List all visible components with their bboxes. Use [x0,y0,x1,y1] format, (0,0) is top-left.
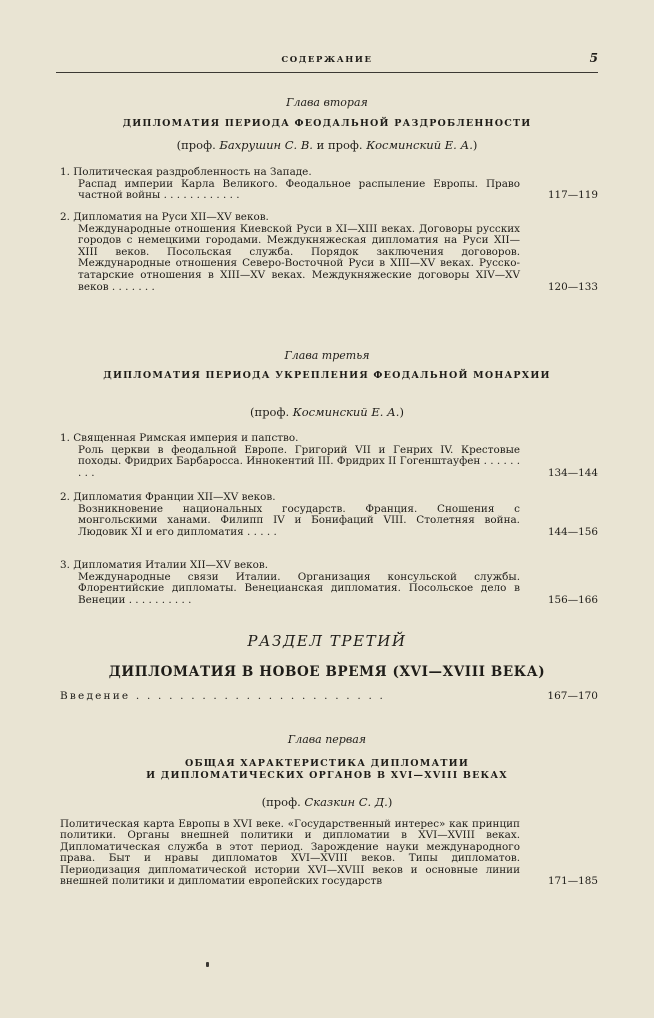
toc-introduction: Введение . . . . . . . . . . . . . . . . . . . . . . . 167—170 [60,690,598,702]
page-range: 134—144 [547,466,598,479]
toc-item [60,560,598,606]
toc-item [60,212,598,293]
page-range: 156—166 [547,593,598,606]
chapter-authors: (проф. Бахрушин С. В. и проф. Косминский Е. А.) [176,138,478,152]
page-range: 144—156 [547,525,598,538]
chapter-authors: (проф. Сказкин С. Д.) [261,795,393,809]
toc-item [60,492,598,538]
header-rule [56,72,598,73]
chapter-description: Политическая карта Европы в XVI веке. «Государственный интерес» как принцип политики. Органы внешней политики и дипломатии в XVI—XVIII веках. Дипломатическая служба в этот период. Зарождение науки международного права. Быт и нравы дипломатов XVI—XVIII веков. Типы дипломатов. Периодизация дипломатической истории XVI—XVIII веков и основные линии внешней политики и дипломатии европейских государств 171—185 [60,818,598,888]
toc-item-description: Международные связи Италии. Организация консульской службы. Флорентийские дипломаты. Венецианская дипломатия. Посольское дело в Венеции . . . . . . . . . . 156—166 [78,570,598,606]
chapter-label: Глава вторая [286,96,368,109]
section-title: РАЗДЕЛ ТРЕТИЙ [247,632,407,650]
toc-item-description: Роль церкви в феодальной Европе. Григорий VII и Генрих IV. Крестовые походы. Фридрих Барбаросса. Иннокентий III. Фридрих II Гогенштауфен . . . . . . . . . 134—144 [78,443,598,479]
toc-item [60,167,598,202]
toc-item-description: Международные отношения Киевской Руси в XI—XIII веках. Договоры русских городов с немецкими городами. Междукняжеская дипломатия на Руси XII—XIII веков. Посольская служба. Порядок заключения договоров. Международные отношения Северо-Восточной Руси в XIII—XV веках. Русско-татарские отношения в XIII—XV веках. Междукняжеские договоры XIV—XV веков . . . . . . . 120—133 [78,222,598,293]
chapter-label: Глава третья [284,349,370,362]
chapter-title: ДИПЛОМАТИЯ ПЕРИОДА ФЕОДАЛЬНОЙ РАЗДРОБЛЕННОСТИ [122,118,532,129]
page-range: 117—119 [547,189,598,202]
toc-item-heading: 3. Дипломатия Италии XII—XV веков. [60,559,269,571]
toc-item [60,433,598,479]
chapter-authors: (проф. Косминский Е. А.) [250,405,404,419]
page-range: 167—170 [547,690,598,702]
toc-item-heading: 1. Политическая раздробленность на Западе. [60,166,312,178]
chapter-label: Глава первая [287,733,367,746]
running-header: СОДЕРЖАНИЕ [281,55,373,65]
page-range: 171—185 [547,875,598,888]
toc-item-heading: 2. Дипломатия на Руси XII—XV веков. [60,211,269,223]
chapter-title: ОБЩАЯ ХАРАКТЕРИСТИКА ДИПЛОМАТИИ И ДИПЛОМАТИЧЕСКИХ ОРГАНОВ В XVI—XVIII ВЕКАХ [146,758,508,781]
toc-item-heading: 1. Священная Римская империя и папство. [60,432,299,444]
section-heading: ДИПЛОМАТИЯ В НОВОЕ ВРЕМЯ (XVI—XVIII ВЕКА) [108,664,546,680]
toc-item-description: Возникновение национальных государств. Франция. Сношения с монгольскими ханами. Филипп IV и Бонифаций VIII. Столетняя война. Людовик XI и его дипломатия . . . . . 144—156 [78,502,598,538]
page-number: 5 [589,51,598,65]
chapter-title: ДИПЛОМАТИЯ ПЕРИОДА УКРЕПЛЕНИЯ ФЕОДАЛЬНОЙ МОНАРХИИ [103,370,551,381]
toc-item-description: Распад империи Карла Великого. Феодальное распыление Европы. Право частной войны . . . . . . . . . . . . 117—119 [78,177,598,202]
ink-mark [206,962,209,967]
toc-item-heading: 2. Дипломатия Франции XII—XV веков. [60,491,276,503]
page-range: 120—133 [547,280,598,293]
